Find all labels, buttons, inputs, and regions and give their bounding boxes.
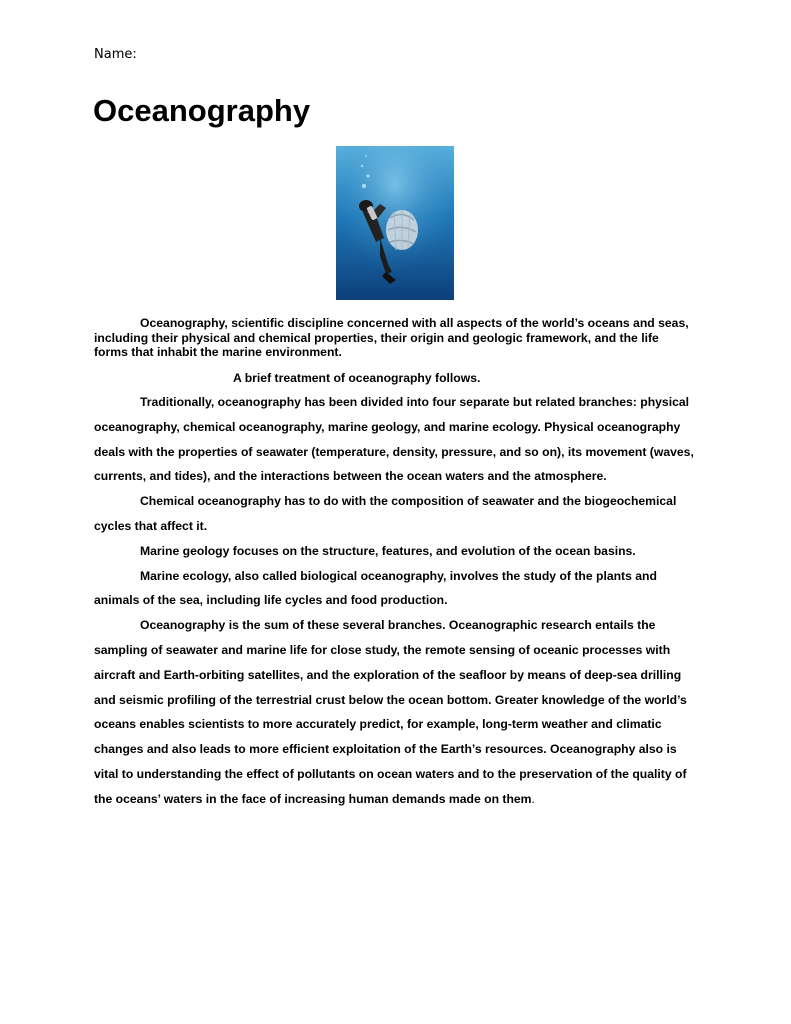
- paragraph-chemical: Chemical oceanography has to do with the composition of seawater and the biogeochemical cycles that affect it.: [94, 494, 677, 533]
- body-text: [94, 390, 700, 812]
- summary-period: .: [531, 791, 535, 806]
- intro-text: Oceanography, scientific discipline concerned with all aspects of the world’s oceans and seas, including their physical and chemical properties, their origin and geologic framework, and the life forms that inhabit the marine environment.: [94, 316, 689, 359]
- page-title: Oceanography: [93, 93, 311, 128]
- diver-illustration: [336, 146, 454, 300]
- intro-paragraph: [94, 316, 696, 360]
- paragraph-ecology: Marine ecology, also called biological oceanography, involves the study of the plants and animals of the sea, including life cycles and food production.: [94, 568, 657, 608]
- summary-text: Oceanography is the sum of these several branches. Oceanographic research entails the sampling of seawater and marine life for close study, the remote sensing of oceanic processes with aircraft and Earth-orbiting satellites, and the exploration of the seafloor by means of deep-sea drilling and seismic profiling of the terrestrial crust below the ocean bottom. Greater knowledge of the world’s oceans enables scientists to more accurately predict, for example, long-term weather and climatic changes and also leads to more efficient exploitation of the Earth’s resources. Oceanography also is vital to understanding the effect of pollutants on ocean waters and to the preservation of the quality of the oceans’ waters in the face of increasing human demands made on them: [94, 618, 687, 806]
- paragraph-branches: Traditionally, oceanography has been divided into four separate but related branches: physical oceanography, chemical oceanography, marine geology, and marine ecology. Physical oceanography deals with the properties of seawater (temperature, density, pressure, and so on), its movement (waves, currents, and tides), and the interactions between the ocean waters and the atmosphere.: [94, 395, 694, 484]
- brief-note: A brief treatment of oceanography follows.: [233, 371, 481, 385]
- name-label: Name:: [94, 47, 137, 62]
- paragraph-summary: [94, 613, 700, 811]
- paragraph-geology: Marine geology focuses on the structure, features, and evolution of the ocean basins.: [140, 543, 636, 558]
- scuba-diver-photo: [336, 146, 454, 300]
